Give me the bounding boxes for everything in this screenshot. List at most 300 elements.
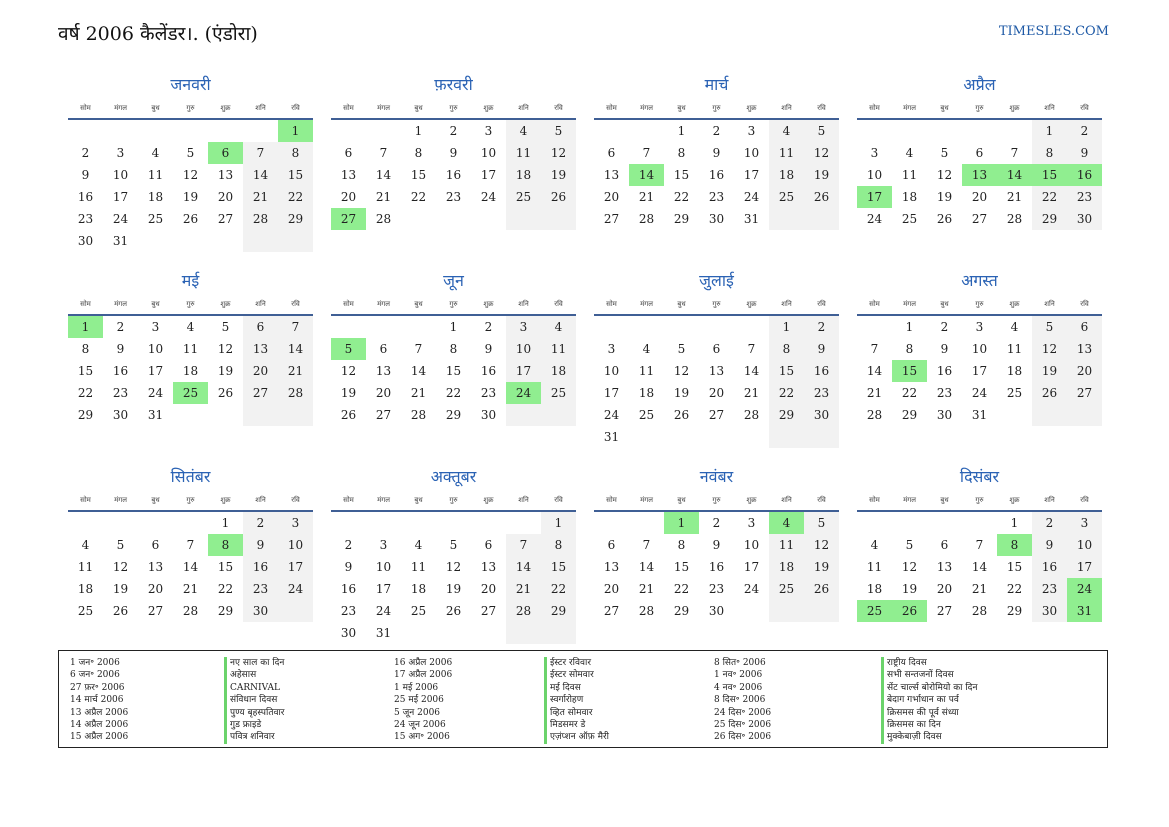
day-cell[interactable]: 15 (410, 168, 427, 182)
day-cell[interactable]: 8 (278, 142, 313, 164)
day-cell[interactable]: 22 (278, 186, 313, 208)
day-cell[interactable]: 10 (278, 534, 313, 556)
day-cell[interactable]: 12 (1032, 338, 1067, 360)
day-cell[interactable]: 9 (243, 534, 278, 556)
day-cell[interactable]: 3 (1067, 512, 1102, 534)
holiday-day-cell[interactable]: 1 (68, 316, 103, 338)
day-cell[interactable]: 21 (638, 582, 655, 596)
day-cell[interactable]: 19 (541, 164, 576, 186)
day-cell[interactable]: 30 (804, 404, 839, 426)
day-cell[interactable]: 2 (712, 516, 721, 530)
day-cell[interactable]: 15 (541, 556, 576, 578)
day-cell[interactable]: 8 (905, 342, 914, 356)
day-cell[interactable]: 2 (940, 320, 949, 334)
day-cell[interactable]: 18 (1006, 364, 1023, 378)
day-cell[interactable]: 23 (936, 386, 953, 400)
day-cell[interactable]: 4 (769, 120, 804, 142)
day-cell[interactable]: 8 (677, 538, 686, 552)
day-cell[interactable]: 3 (975, 320, 984, 334)
day-cell[interactable]: 11 (1006, 342, 1023, 356)
day-cell[interactable]: 20 (1067, 360, 1102, 382)
day-cell[interactable]: 16 (936, 364, 953, 378)
day-cell[interactable]: 8 (1032, 142, 1067, 164)
day-cell[interactable]: 23 (480, 386, 497, 400)
day-cell[interactable]: 28 (375, 212, 392, 226)
day-cell[interactable]: 17 (743, 168, 760, 182)
day-cell[interactable]: 10 (971, 342, 988, 356)
holiday-day-cell[interactable]: 4 (769, 512, 804, 534)
holiday-day-cell[interactable]: 24 (1067, 578, 1102, 600)
day-cell[interactable]: 5 (449, 538, 458, 552)
day-cell[interactable]: 10 (506, 338, 541, 360)
day-cell[interactable]: 13 (147, 560, 164, 574)
day-cell[interactable]: 14 (743, 364, 760, 378)
day-cell[interactable]: 11 (866, 560, 883, 574)
day-cell[interactable]: 20 (603, 190, 620, 204)
day-cell[interactable]: 2 (344, 538, 353, 552)
day-cell[interactable]: 6 (344, 146, 353, 160)
day-cell[interactable]: 23 (340, 604, 357, 618)
day-cell[interactable]: 17 (743, 560, 760, 574)
day-cell[interactable]: 29 (217, 604, 234, 618)
day-cell[interactable]: 6 (975, 146, 984, 160)
day-cell[interactable]: 16 (480, 364, 497, 378)
day-cell[interactable]: 8 (769, 338, 804, 360)
day-cell[interactable]: 31 (743, 212, 760, 226)
day-cell[interactable]: 2 (804, 316, 839, 338)
day-cell[interactable]: 1 (221, 516, 230, 530)
day-cell[interactable]: 10 (743, 538, 760, 552)
day-cell[interactable]: 7 (379, 146, 388, 160)
day-cell[interactable]: 3 (379, 538, 388, 552)
day-cell[interactable]: 18 (769, 164, 804, 186)
day-cell[interactable]: 29 (769, 404, 804, 426)
day-cell[interactable]: 4 (1010, 320, 1019, 334)
day-cell[interactable]: 19 (936, 190, 953, 204)
day-cell[interactable]: 18 (901, 190, 918, 204)
day-cell[interactable]: 2 (81, 146, 90, 160)
day-cell[interactable]: 26 (340, 408, 357, 422)
holiday-day-cell[interactable]: 14 (997, 164, 1032, 186)
day-cell[interactable]: 16 (445, 168, 462, 182)
day-cell[interactable]: 18 (77, 582, 94, 596)
day-cell[interactable]: 13 (603, 168, 620, 182)
day-cell[interactable]: 16 (708, 560, 725, 574)
day-cell[interactable]: 4 (186, 320, 195, 334)
day-cell[interactable]: 13 (708, 364, 725, 378)
day-cell[interactable]: 19 (340, 386, 357, 400)
day-cell[interactable]: 11 (769, 142, 804, 164)
day-cell[interactable]: 18 (541, 360, 576, 382)
day-cell[interactable]: 25 (769, 578, 804, 600)
day-cell[interactable]: 19 (804, 164, 839, 186)
day-cell[interactable]: 19 (901, 582, 918, 596)
day-cell[interactable]: 13 (243, 338, 278, 360)
day-cell[interactable]: 20 (708, 386, 725, 400)
day-cell[interactable]: 7 (642, 538, 651, 552)
day-cell[interactable]: 27 (217, 212, 234, 226)
day-cell[interactable]: 9 (344, 560, 353, 574)
day-cell[interactable]: 16 (340, 582, 357, 596)
day-cell[interactable]: 3 (607, 342, 616, 356)
day-cell[interactable]: 14 (182, 560, 199, 574)
day-cell[interactable]: 17 (971, 364, 988, 378)
day-cell[interactable]: 15 (769, 360, 804, 382)
day-cell[interactable]: 10 (480, 146, 497, 160)
day-cell[interactable]: 28 (1006, 212, 1023, 226)
day-cell[interactable]: 19 (182, 190, 199, 204)
day-cell[interactable]: 22 (541, 578, 576, 600)
day-cell[interactable]: 2 (1032, 512, 1067, 534)
holiday-day-cell[interactable]: 8 (997, 534, 1032, 556)
day-cell[interactable]: 20 (971, 190, 988, 204)
day-cell[interactable]: 12 (804, 534, 839, 556)
day-cell[interactable]: 10 (1067, 534, 1102, 556)
day-cell[interactable]: 23 (243, 578, 278, 600)
day-cell[interactable]: 20 (243, 360, 278, 382)
day-cell[interactable]: 13 (217, 168, 234, 182)
day-cell[interactable]: 26 (1032, 382, 1067, 404)
day-cell[interactable]: 15 (1006, 560, 1023, 574)
day-cell[interactable]: 12 (182, 168, 199, 182)
day-cell[interactable]: 15 (445, 364, 462, 378)
day-cell[interactable]: 26 (804, 578, 839, 600)
day-cell[interactable]: 9 (940, 342, 949, 356)
day-cell[interactable]: 21 (866, 386, 883, 400)
day-cell[interactable]: 30 (480, 408, 497, 422)
day-cell[interactable]: 2 (1067, 120, 1102, 142)
day-cell[interactable]: 27 (147, 604, 164, 618)
day-cell[interactable]: 10 (603, 364, 620, 378)
day-cell[interactable]: 22 (673, 582, 690, 596)
day-cell[interactable]: 13 (340, 168, 357, 182)
day-cell[interactable]: 14 (375, 168, 392, 182)
day-cell[interactable]: 5 (677, 342, 686, 356)
day-cell[interactable]: 5 (186, 146, 195, 160)
holiday-day-cell[interactable]: 16 (1067, 164, 1102, 186)
day-cell[interactable]: 9 (1032, 534, 1067, 556)
day-cell[interactable]: 14 (971, 560, 988, 574)
day-cell[interactable]: 11 (541, 338, 576, 360)
day-cell[interactable]: 17 (375, 582, 392, 596)
day-cell[interactable]: 29 (541, 600, 576, 622)
day-cell[interactable]: 14 (243, 164, 278, 186)
day-cell[interactable]: 6 (243, 316, 278, 338)
day-cell[interactable]: 1 (541, 512, 576, 534)
day-cell[interactable]: 21 (410, 386, 427, 400)
day-cell[interactable]: 8 (414, 146, 423, 160)
day-cell[interactable]: 17 (278, 556, 313, 578)
day-cell[interactable]: 11 (901, 168, 918, 182)
day-cell[interactable]: 15 (673, 560, 690, 574)
day-cell[interactable]: 1 (1010, 516, 1019, 530)
day-cell[interactable]: 20 (375, 386, 392, 400)
day-cell[interactable]: 31 (112, 234, 129, 248)
holiday-day-cell[interactable]: 13 (962, 164, 997, 186)
holiday-day-cell[interactable]: 27 (331, 208, 366, 230)
day-cell[interactable]: 23 (1032, 578, 1067, 600)
day-cell[interactable]: 3 (506, 316, 541, 338)
day-cell[interactable]: 10 (375, 560, 392, 574)
day-cell[interactable]: 22 (1006, 582, 1023, 596)
day-cell[interactable]: 12 (340, 364, 357, 378)
day-cell[interactable]: 4 (642, 342, 651, 356)
day-cell[interactable]: 28 (743, 408, 760, 422)
day-cell[interactable]: 20 (147, 582, 164, 596)
day-cell[interactable]: 27 (708, 408, 725, 422)
day-cell[interactable]: 3 (278, 512, 313, 534)
day-cell[interactable]: 9 (712, 538, 721, 552)
day-cell[interactable]: 16 (804, 360, 839, 382)
day-cell[interactable]: 31 (147, 408, 164, 422)
day-cell[interactable]: 8 (81, 342, 90, 356)
day-cell[interactable]: 9 (449, 146, 458, 160)
day-cell[interactable]: 21 (743, 386, 760, 400)
day-cell[interactable]: 11 (182, 342, 199, 356)
day-cell[interactable]: 14 (866, 364, 883, 378)
day-cell[interactable]: 24 (866, 212, 883, 226)
day-cell[interactable]: 7 (975, 538, 984, 552)
day-cell[interactable]: 30 (708, 604, 725, 618)
day-cell[interactable]: 20 (340, 190, 357, 204)
day-cell[interactable]: 3 (747, 516, 756, 530)
day-cell[interactable]: 18 (410, 582, 427, 596)
day-cell[interactable]: 13 (603, 560, 620, 574)
day-cell[interactable]: 15 (278, 164, 313, 186)
day-cell[interactable]: 28 (866, 408, 883, 422)
day-cell[interactable]: 30 (340, 626, 357, 640)
day-cell[interactable]: 1 (905, 320, 914, 334)
day-cell[interactable]: 20 (936, 582, 953, 596)
day-cell[interactable]: 29 (1006, 604, 1023, 618)
day-cell[interactable]: 5 (804, 512, 839, 534)
day-cell[interactable]: 17 (112, 190, 129, 204)
day-cell[interactable]: 27 (243, 382, 278, 404)
day-cell[interactable]: 30 (243, 600, 278, 622)
day-cell[interactable]: 29 (445, 408, 462, 422)
day-cell[interactable]: 9 (81, 168, 90, 182)
day-cell[interactable]: 6 (712, 342, 721, 356)
day-cell[interactable]: 14 (506, 556, 541, 578)
day-cell[interactable]: 19 (673, 386, 690, 400)
day-cell[interactable]: 27 (936, 604, 953, 618)
day-cell[interactable]: 1 (1032, 120, 1067, 142)
day-cell[interactable]: 3 (870, 146, 879, 160)
holiday-day-cell[interactable]: 26 (892, 600, 927, 622)
day-cell[interactable]: 7 (278, 316, 313, 338)
holiday-day-cell[interactable]: 25 (857, 600, 892, 622)
day-cell[interactable]: 5 (940, 146, 949, 160)
day-cell[interactable]: 24 (743, 190, 760, 204)
day-cell[interactable]: 15 (77, 364, 94, 378)
day-cell[interactable]: 1 (769, 316, 804, 338)
day-cell[interactable]: 20 (217, 190, 234, 204)
day-cell[interactable]: 19 (217, 364, 234, 378)
day-cell[interactable]: 28 (638, 212, 655, 226)
day-cell[interactable]: 23 (445, 190, 462, 204)
day-cell[interactable]: 22 (769, 382, 804, 404)
day-cell[interactable]: 25 (638, 408, 655, 422)
holiday-day-cell[interactable]: 8 (208, 534, 243, 556)
day-cell[interactable]: 20 (480, 582, 497, 596)
day-cell[interactable]: 12 (541, 142, 576, 164)
day-cell[interactable]: 26 (804, 186, 839, 208)
day-cell[interactable]: 19 (112, 582, 129, 596)
day-cell[interactable]: 10 (866, 168, 883, 182)
day-cell[interactable]: 31 (603, 430, 620, 444)
day-cell[interactable]: 6 (484, 538, 493, 552)
day-cell[interactable]: 23 (708, 582, 725, 596)
day-cell[interactable]: 21 (1006, 190, 1023, 204)
day-cell[interactable]: 17 (603, 386, 620, 400)
day-cell[interactable]: 22 (673, 190, 690, 204)
day-cell[interactable]: 19 (445, 582, 462, 596)
day-cell[interactable]: 5 (116, 538, 125, 552)
day-cell[interactable]: 27 (971, 212, 988, 226)
day-cell[interactable]: 28 (638, 604, 655, 618)
day-cell[interactable]: 1 (414, 124, 423, 138)
day-cell[interactable]: 24 (603, 408, 620, 422)
day-cell[interactable]: 7 (642, 146, 651, 160)
day-cell[interactable]: 26 (673, 408, 690, 422)
day-cell[interactable]: 26 (445, 604, 462, 618)
day-cell[interactable]: 7 (870, 342, 879, 356)
day-cell[interactable]: 3 (747, 124, 756, 138)
day-cell[interactable]: 11 (506, 142, 541, 164)
day-cell[interactable]: 13 (375, 364, 392, 378)
holiday-day-cell[interactable]: 5 (331, 338, 366, 360)
day-cell[interactable]: 26 (541, 186, 576, 208)
site-link[interactable]: TIMESLES.COM (998, 24, 1109, 39)
day-cell[interactable]: 13 (1067, 338, 1102, 360)
day-cell[interactable]: 28 (243, 208, 278, 230)
day-cell[interactable]: 28 (506, 600, 541, 622)
day-cell[interactable]: 28 (410, 408, 427, 422)
day-cell[interactable]: 26 (936, 212, 953, 226)
day-cell[interactable]: 15 (217, 560, 234, 574)
day-cell[interactable]: 26 (182, 212, 199, 226)
holiday-day-cell[interactable]: 14 (629, 164, 664, 186)
day-cell[interactable]: 12 (112, 560, 129, 574)
day-cell[interactable]: 22 (217, 582, 234, 596)
day-cell[interactable]: 30 (936, 408, 953, 422)
day-cell[interactable]: 23 (1067, 186, 1102, 208)
day-cell[interactable]: 26 (217, 386, 234, 400)
day-cell[interactable]: 21 (182, 582, 199, 596)
day-cell[interactable]: 25 (410, 604, 427, 618)
day-cell[interactable]: 27 (480, 604, 497, 618)
day-cell[interactable]: 1 (677, 124, 686, 138)
day-cell[interactable]: 21 (243, 186, 278, 208)
day-cell[interactable]: 2 (449, 124, 458, 138)
day-cell[interactable]: 28 (278, 382, 313, 404)
day-cell[interactable]: 22 (445, 386, 462, 400)
day-cell[interactable]: 29 (1032, 208, 1067, 230)
holiday-day-cell[interactable]: 24 (506, 382, 541, 404)
day-cell[interactable]: 28 (971, 604, 988, 618)
day-cell[interactable]: 24 (971, 386, 988, 400)
day-cell[interactable]: 13 (936, 560, 953, 574)
day-cell[interactable]: 24 (743, 582, 760, 596)
holiday-day-cell[interactable]: 1 (664, 512, 699, 534)
day-cell[interactable]: 29 (673, 212, 690, 226)
day-cell[interactable]: 7 (1010, 146, 1019, 160)
day-cell[interactable]: 18 (638, 386, 655, 400)
day-cell[interactable]: 8 (541, 534, 576, 556)
day-cell[interactable]: 30 (1032, 600, 1067, 622)
day-cell[interactable]: 17 (506, 360, 541, 382)
day-cell[interactable]: 22 (901, 386, 918, 400)
day-cell[interactable]: 7 (243, 142, 278, 164)
day-cell[interactable]: 17 (1067, 556, 1102, 578)
day-cell[interactable]: 25 (541, 382, 576, 404)
day-cell[interactable]: 21 (506, 578, 541, 600)
day-cell[interactable]: 23 (708, 190, 725, 204)
day-cell[interactable]: 25 (147, 212, 164, 226)
day-cell[interactable]: 18 (866, 582, 883, 596)
day-cell[interactable]: 3 (151, 320, 160, 334)
day-cell[interactable]: 1 (449, 320, 458, 334)
day-cell[interactable]: 9 (116, 342, 125, 356)
day-cell[interactable]: 21 (971, 582, 988, 596)
day-cell[interactable]: 18 (147, 190, 164, 204)
day-cell[interactable]: 6 (607, 538, 616, 552)
day-cell[interactable]: 21 (375, 190, 392, 204)
day-cell[interactable]: 24 (375, 604, 392, 618)
day-cell[interactable]: 12 (673, 364, 690, 378)
day-cell[interactable]: 22 (1032, 186, 1067, 208)
day-cell[interactable]: 25 (1006, 386, 1023, 400)
day-cell[interactable]: 24 (112, 212, 129, 226)
day-cell[interactable]: 4 (151, 146, 160, 160)
day-cell[interactable]: 25 (901, 212, 918, 226)
day-cell[interactable]: 30 (112, 408, 129, 422)
day-cell[interactable]: 27 (603, 604, 620, 618)
day-cell[interactable]: 4 (541, 316, 576, 338)
holiday-day-cell[interactable]: 6 (208, 142, 243, 164)
day-cell[interactable]: 5 (804, 120, 839, 142)
day-cell[interactable]: 7 (186, 538, 195, 552)
day-cell[interactable]: 2 (484, 320, 493, 334)
day-cell[interactable]: 10 (147, 342, 164, 356)
day-cell[interactable]: 12 (936, 168, 953, 182)
day-cell[interactable]: 4 (81, 538, 90, 552)
day-cell[interactable]: 3 (484, 124, 493, 138)
holiday-day-cell[interactable]: 17 (857, 186, 892, 208)
day-cell[interactable]: 27 (1067, 382, 1102, 404)
day-cell[interactable]: 6 (1067, 316, 1102, 338)
day-cell[interactable]: 13 (480, 560, 497, 574)
day-cell[interactable]: 12 (901, 560, 918, 574)
day-cell[interactable]: 31 (971, 408, 988, 422)
day-cell[interactable]: 10 (112, 168, 129, 182)
day-cell[interactable]: 23 (804, 382, 839, 404)
day-cell[interactable]: 28 (182, 604, 199, 618)
day-cell[interactable]: 17 (147, 364, 164, 378)
day-cell[interactable]: 24 (480, 190, 497, 204)
day-cell[interactable]: 27 (375, 408, 392, 422)
day-cell[interactable]: 2 (243, 512, 278, 534)
holiday-day-cell[interactable]: 31 (1067, 600, 1102, 622)
day-cell[interactable]: 5 (541, 120, 576, 142)
day-cell[interactable]: 6 (940, 538, 949, 552)
day-cell[interactable]: 12 (445, 560, 462, 574)
day-cell[interactable]: 23 (112, 386, 129, 400)
day-cell[interactable]: 29 (901, 408, 918, 422)
day-cell[interactable]: 4 (506, 120, 541, 142)
holiday-day-cell[interactable]: 25 (173, 382, 208, 404)
day-cell[interactable]: 16 (77, 190, 94, 204)
